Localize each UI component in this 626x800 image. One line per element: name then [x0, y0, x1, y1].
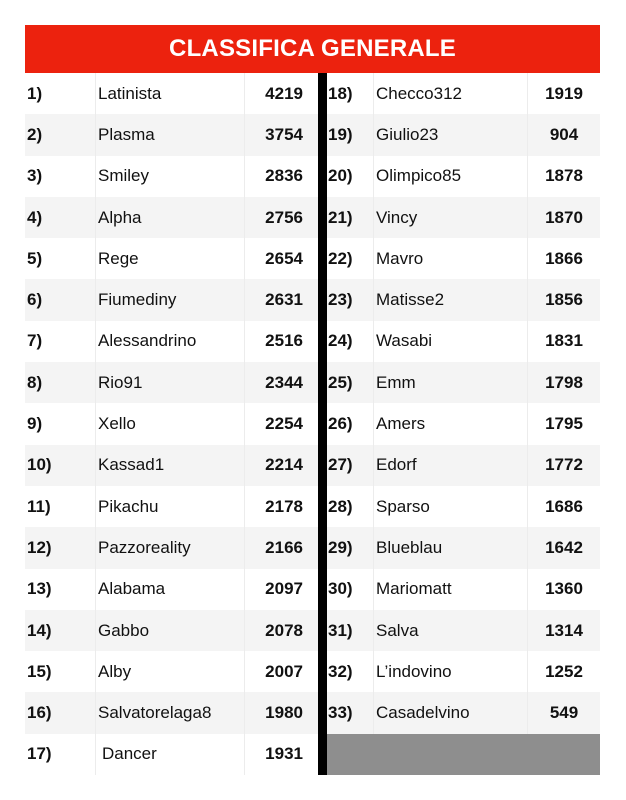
rank-cell: 31) — [327, 610, 374, 651]
player-name-cell: Alpha — [96, 197, 245, 238]
score-cell: 3754 — [265, 124, 303, 144]
player-name-cell: Olimpico85 — [374, 156, 528, 197]
score-cell: 1831 — [545, 331, 583, 351]
rank-cell: 5) — [25, 238, 96, 279]
score-cell: 2344 — [265, 372, 303, 392]
ranking-row — [327, 197, 600, 238]
ranking-column-right — [327, 73, 600, 775]
ranking-row — [25, 362, 318, 403]
rank-cell: 12) — [25, 527, 96, 568]
rank-cell: 27) — [327, 445, 374, 486]
ranking-tables — [25, 73, 600, 775]
player-name-cell: Wasabi — [374, 321, 528, 362]
player-name-cell: Fiumediny — [96, 279, 245, 320]
ranking-row — [25, 73, 318, 114]
ranking-row — [25, 238, 318, 279]
rank-cell: 3) — [25, 156, 96, 197]
ranking-row — [327, 651, 600, 692]
score-cell: 1919 — [545, 83, 583, 103]
player-name-cell: Amers — [374, 403, 528, 444]
ranking-row — [25, 610, 318, 651]
ranking-row — [25, 403, 318, 444]
leaderboard — [25, 25, 600, 775]
leaderboard-title: CLASSIFICA GENERALE — [25, 25, 600, 73]
player-name-cell: Latinista — [96, 73, 245, 114]
player-name-cell: Pikachu — [96, 486, 245, 527]
ranking-row — [327, 321, 600, 362]
player-name-cell: Kassad1 — [96, 445, 245, 486]
ranking-row — [25, 445, 318, 486]
player-name-cell: Alabama — [96, 569, 245, 610]
score-cell: 1360 — [545, 579, 583, 599]
rank-cell: 18) — [327, 73, 374, 114]
score-cell: 2254 — [265, 414, 303, 434]
player-name-cell: Giulio23 — [374, 114, 528, 155]
ranking-row — [327, 73, 600, 114]
rank-cell: 24) — [327, 321, 374, 362]
player-name-cell: Checco312 — [374, 73, 528, 114]
score-cell: 2654 — [265, 248, 303, 268]
player-name-cell: Alessandrino — [96, 321, 245, 362]
player-name-cell: Alby — [96, 651, 245, 692]
player-name-cell: Mavro — [374, 238, 528, 279]
player-name-cell: Dancer — [96, 734, 245, 775]
score-cell: 2756 — [265, 207, 303, 227]
rank-cell: 22) — [327, 238, 374, 279]
score-cell: 1642 — [545, 537, 583, 557]
score-cell: 1314 — [545, 620, 583, 640]
ranking-column-left — [25, 73, 318, 775]
rank-cell: 9) — [25, 403, 96, 444]
ranking-row — [25, 197, 318, 238]
score-cell: 1856 — [545, 290, 583, 310]
score-cell: 1795 — [545, 414, 583, 434]
player-name-cell: Vincy — [374, 197, 528, 238]
rank-cell: 11) — [25, 486, 96, 527]
rank-cell: 23) — [327, 279, 374, 320]
ranking-row — [25, 486, 318, 527]
ranking-row — [327, 692, 600, 733]
rank-cell: 33) — [327, 692, 374, 733]
rank-cell: 15) — [25, 651, 96, 692]
rank-cell: 20) — [327, 156, 374, 197]
score-cell: 1798 — [545, 372, 583, 392]
rank-cell: 10) — [25, 445, 96, 486]
ranking-row — [327, 527, 600, 568]
score-cell: 2178 — [265, 496, 303, 516]
ranking-row — [25, 527, 318, 568]
score-cell: 2214 — [265, 455, 303, 475]
player-name-cell: Gabbo — [96, 610, 245, 651]
rank-cell: 32) — [327, 651, 374, 692]
player-name-cell: Sparso — [374, 486, 528, 527]
player-name-cell: Edorf — [374, 445, 528, 486]
empty-filler-cell — [327, 734, 600, 775]
rank-cell: 16) — [25, 692, 96, 733]
ranking-row — [327, 610, 600, 651]
score-cell: 1866 — [545, 248, 583, 268]
rank-cell: 17) — [25, 734, 96, 775]
column-divider — [318, 73, 327, 775]
score-cell: 904 — [549, 124, 579, 144]
player-name-cell: Blueblau — [374, 527, 528, 568]
rank-cell: 4) — [25, 197, 96, 238]
score-cell: 1870 — [545, 207, 583, 227]
rank-cell: 13) — [25, 569, 96, 610]
score-cell: 1878 — [545, 166, 583, 186]
score-cell: 2097 — [265, 579, 303, 599]
score-cell: 2078 — [265, 620, 303, 640]
score-cell: 2516 — [265, 331, 303, 351]
score-cell: 1686 — [545, 496, 583, 516]
ranking-row — [327, 238, 600, 279]
ranking-row — [25, 734, 318, 775]
rank-cell: 7) — [25, 321, 96, 362]
rank-cell: 8) — [25, 362, 96, 403]
player-name-cell: Rege — [96, 238, 245, 279]
ranking-row — [25, 692, 318, 733]
rank-cell: 19) — [327, 114, 374, 155]
score-cell: 2631 — [265, 290, 303, 310]
player-name-cell: Emm — [374, 362, 528, 403]
player-name-cell: Salvatorelaga8 — [96, 692, 245, 733]
score-cell: 1931 — [265, 744, 303, 764]
ranking-row — [327, 403, 600, 444]
score-cell: 1252 — [545, 661, 583, 681]
score-cell: 1980 — [265, 703, 303, 723]
ranking-row — [25, 651, 318, 692]
ranking-row — [327, 156, 600, 197]
score-cell: 2836 — [265, 166, 303, 186]
player-name-cell: Salva — [374, 610, 528, 651]
player-name-cell: Matisse2 — [374, 279, 528, 320]
rank-cell: 30) — [327, 569, 374, 610]
ranking-row — [327, 445, 600, 486]
player-name-cell: Rio91 — [96, 362, 245, 403]
score-cell: 549 — [549, 703, 579, 723]
ranking-row — [25, 279, 318, 320]
player-name-cell: Casadelvino — [374, 692, 528, 733]
rank-cell: 26) — [327, 403, 374, 444]
ranking-row — [25, 321, 318, 362]
score-cell: 2007 — [265, 661, 303, 681]
ranking-row — [25, 156, 318, 197]
rank-cell: 1) — [25, 73, 96, 114]
ranking-row — [327, 279, 600, 320]
rank-cell: 2) — [25, 114, 96, 155]
ranking-row — [327, 114, 600, 155]
player-name-cell: Xello — [96, 403, 245, 444]
player-name-cell: Pazzoreality — [96, 527, 245, 568]
player-name-cell: Mariomatt — [374, 569, 528, 610]
player-name-cell: Smiley — [96, 156, 245, 197]
ranking-row — [327, 486, 600, 527]
rank-cell: 28) — [327, 486, 374, 527]
player-name-cell: Plasma — [96, 114, 245, 155]
player-name-cell: L’indovino — [374, 651, 528, 692]
score-cell: 4219 — [265, 83, 303, 103]
rank-cell: 6) — [25, 279, 96, 320]
score-cell: 1772 — [545, 455, 583, 475]
ranking-row — [327, 362, 600, 403]
rank-cell: 21) — [327, 197, 374, 238]
rank-cell: 29) — [327, 527, 374, 568]
rank-cell: 25) — [327, 362, 374, 403]
ranking-row — [25, 569, 318, 610]
ranking-row — [327, 569, 600, 610]
score-cell: 2166 — [265, 537, 303, 557]
ranking-row — [25, 114, 318, 155]
rank-cell: 14) — [25, 610, 96, 651]
